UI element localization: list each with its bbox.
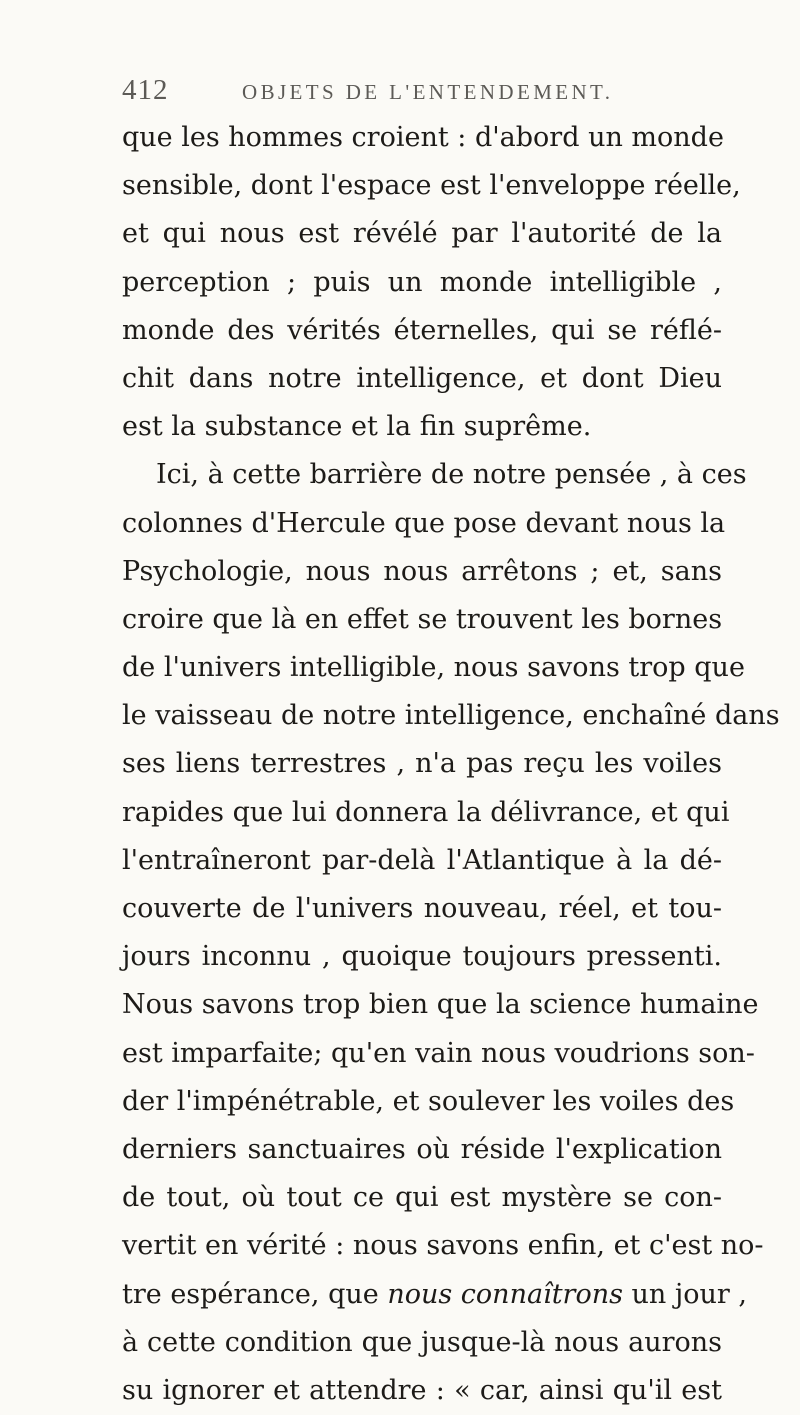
text-line: Nous savons trop bien que la science humaine (122, 989, 759, 1021)
text-line: su ignorer et attendre : « car, ainsi qu'il est (122, 1374, 722, 1406)
text-line: jours inconnu , quoique toujours pressenti. (122, 941, 722, 973)
text-line: chit dans notre intelligence, et dont Dieu (122, 362, 722, 394)
text-line: couverte de l'univers nouveau, réel, et tou- (122, 893, 722, 924)
text-line: à cette condition que jusque-là nous aurons (122, 1326, 722, 1358)
running-head (122, 74, 682, 104)
text-line: monde des vérités éternelles, qui se réflé- (122, 314, 722, 346)
italic-emphasis: nous connaîtrons (387, 1278, 623, 1310)
running-title: OBJETS DE L'ENTENDEMENT. (242, 80, 614, 104)
page-number: 412 (122, 74, 169, 106)
text-line: et qui nous est révélé par l'autorité de la (122, 218, 722, 250)
text-line: que les hommes croient : d'abord un monde (122, 122, 724, 153)
text-segment: tre espérance, que (122, 1278, 379, 1310)
text-line: le vaisseau de notre intelligence, enchaîné dans (122, 700, 780, 732)
text-line: der l'impénétrable, et soulever les voiles des (122, 1085, 735, 1117)
text-line: est imparfaite; qu'en vain nous voudrions son- (122, 1037, 755, 1069)
text-line: Psychologie, nous nous arrêtons ; et, sans (122, 555, 722, 587)
text-line: perception ; puis un monde intelligible , (122, 266, 722, 298)
text-line: derniers sanctuaires où réside l'explication (122, 1133, 722, 1165)
text-line-with-emphasis (122, 1271, 747, 1319)
text-line: l'entraîneront par-delà l'Atlantique à la dé- (122, 844, 722, 876)
text-line: vertit en vérité : nous savons enfin, et c'est no- (122, 1230, 764, 1262)
text-line: est la substance et la fin suprême. (122, 411, 592, 443)
text-line: sensible, dont l'espace est l'enveloppe réelle, (122, 170, 741, 202)
text-line: de l'univers intelligible, nous savons trop que (122, 652, 745, 684)
body-text (122, 114, 780, 1415)
text-line: croire que là en effet se trouvent les bornes (122, 603, 723, 635)
text-line: rapides que lui donnera la délivrance, et qui (122, 796, 730, 828)
text-line: de tout, où tout ce qui est mystère se con- (122, 1182, 722, 1214)
text-line: Ici, à cette barrière de notre pensée , à ces (156, 459, 747, 491)
text-segment: un jour , (631, 1278, 747, 1310)
text-line: colonnes d'Hercule que pose devant nous la (122, 507, 726, 539)
text-line: ses liens terrestres , n'a pas reçu les voiles (122, 748, 722, 780)
